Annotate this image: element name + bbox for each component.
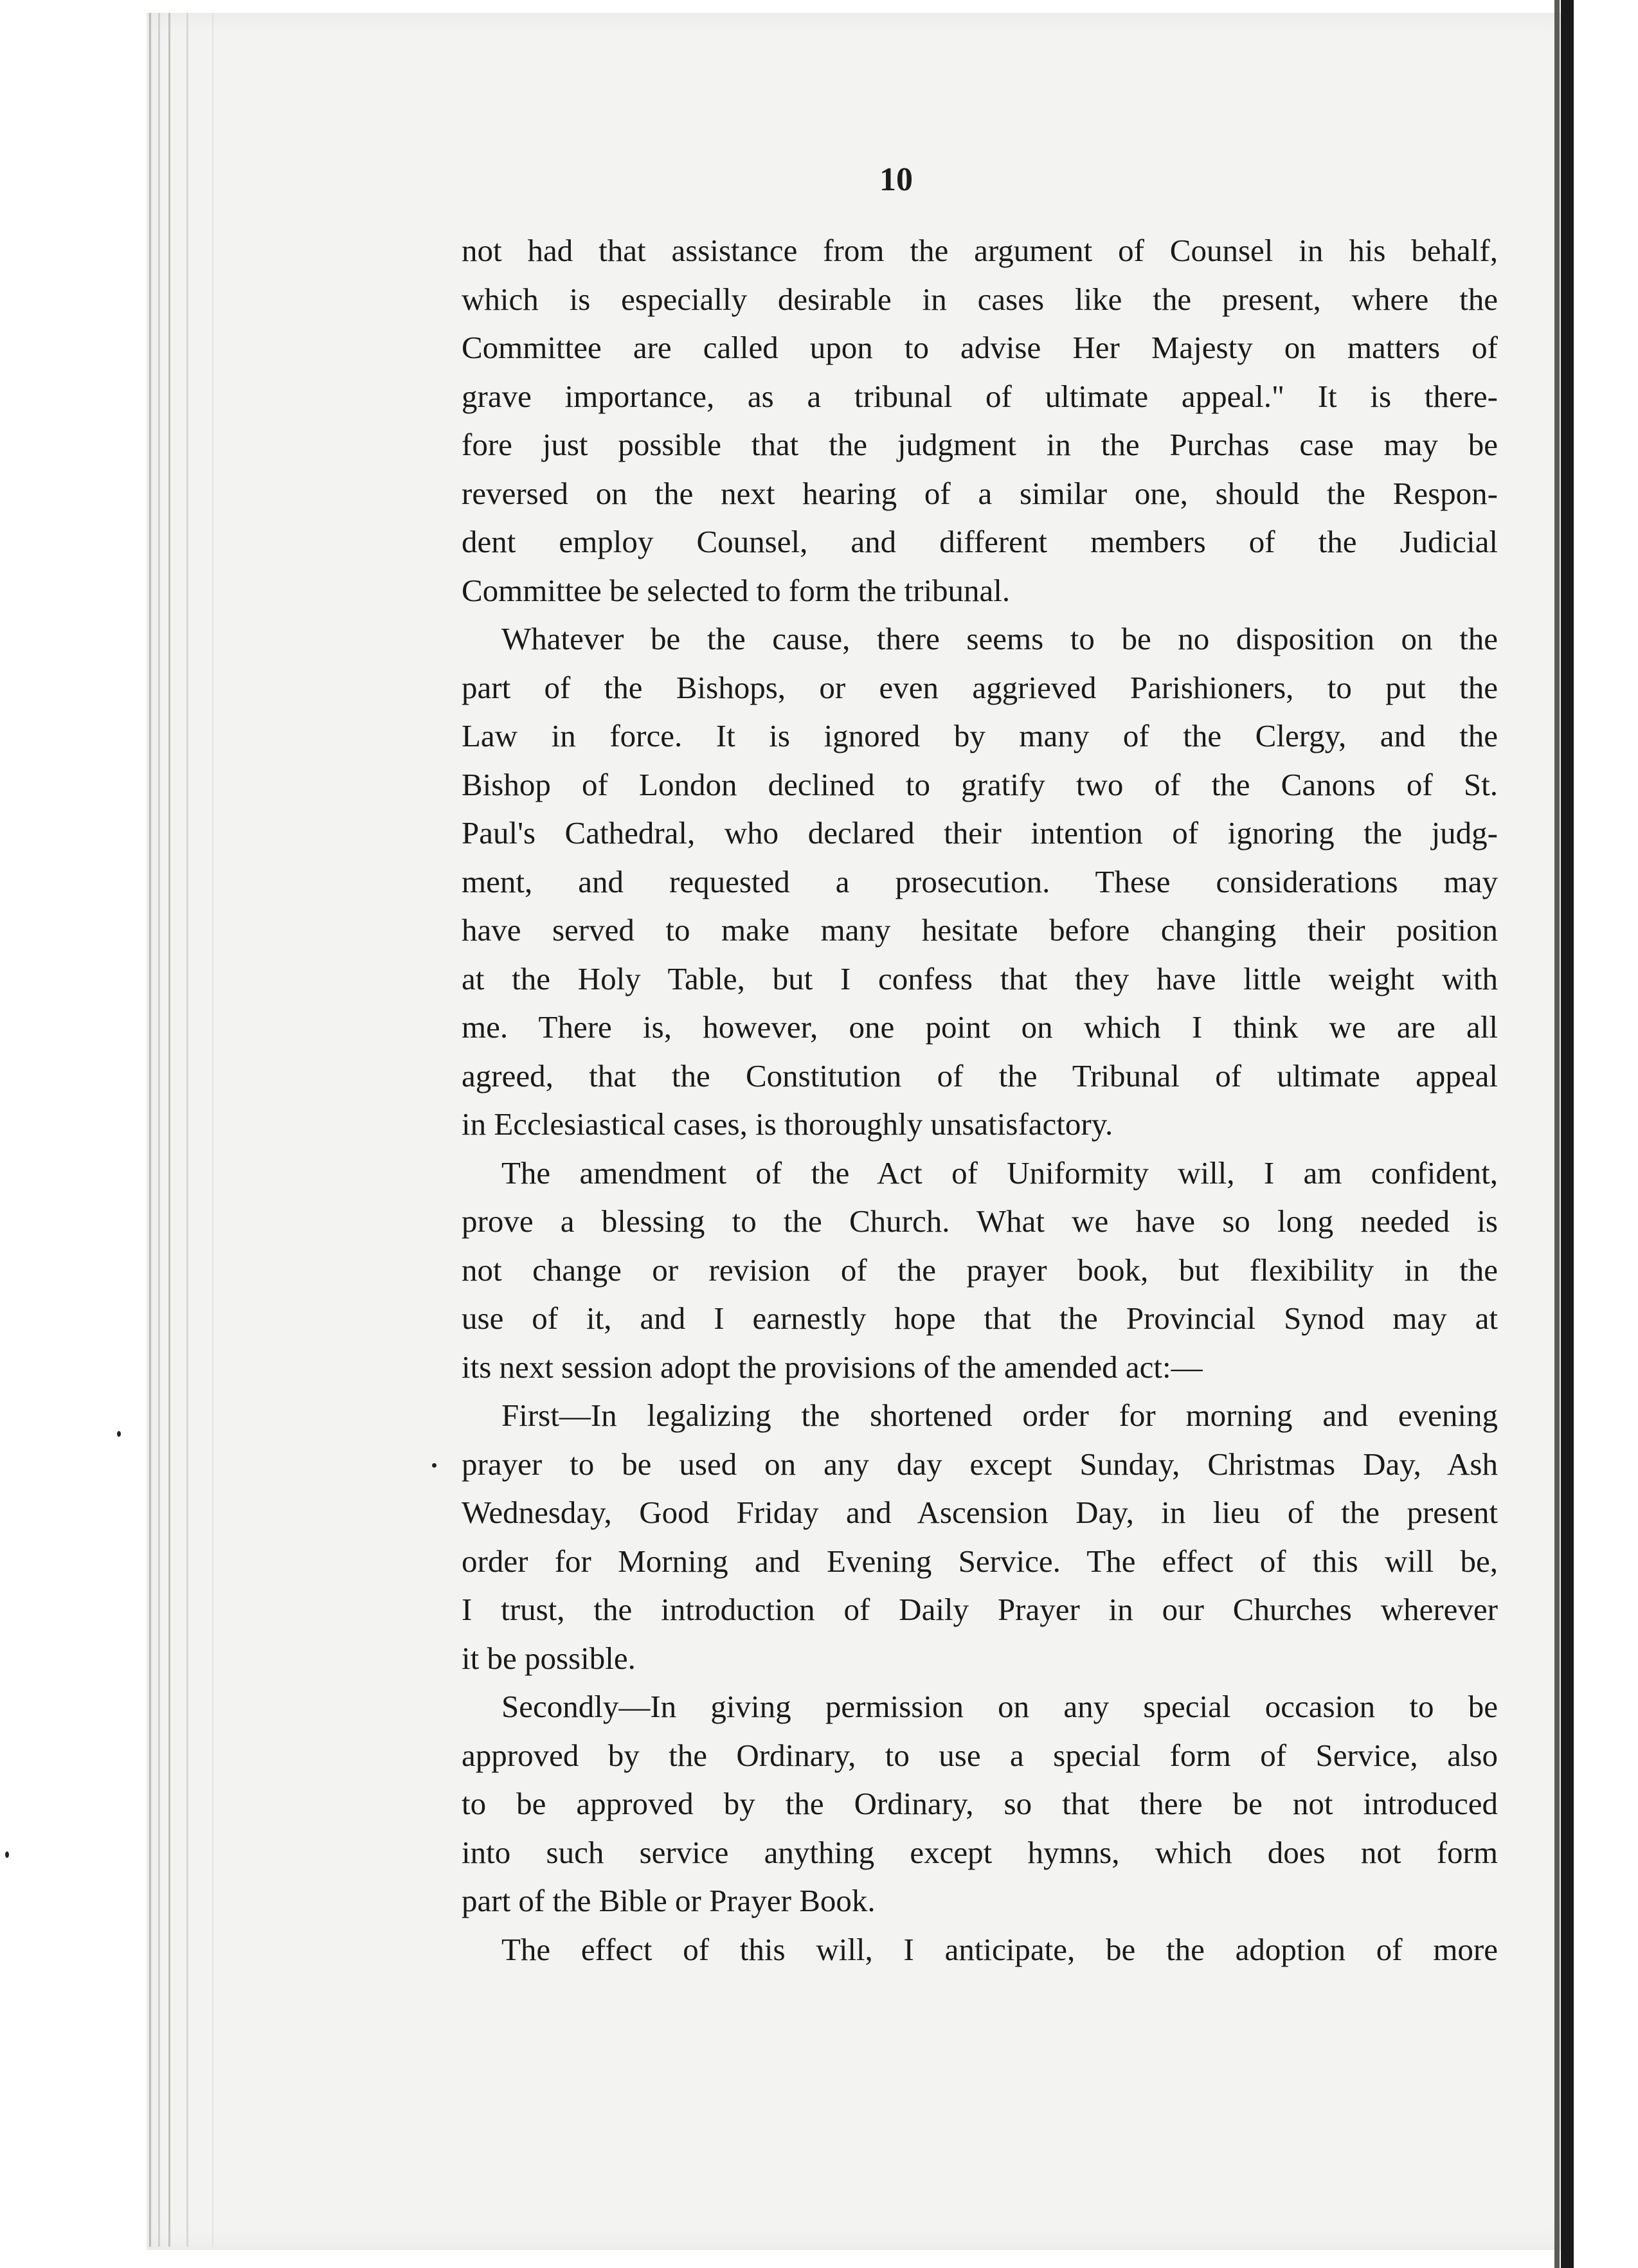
- text-line: First—In legalizing the shortened order for morning and evening: [501, 1398, 1498, 1433]
- text-line: approved by the Ordinary, to use a special form of Service, also: [462, 1737, 1498, 1773]
- text-line: not had that assistance from the argument of Counsel in his behalf,: [462, 233, 1498, 268]
- text-line: reversed on the next hearing of a similar one, should the Respon-: [462, 475, 1498, 511]
- text-line: fore just possible that the judgment in the Purchas case may be: [462, 427, 1498, 462]
- page-edge: [158, 13, 160, 2247]
- text-line: use of it, and I earnestly hope that the Provincial Synod may at: [462, 1300, 1498, 1336]
- page-edge: [212, 13, 213, 2247]
- text-line: not change or revision of the prayer book, but flexibility in the: [462, 1252, 1498, 1288]
- text-line: agreed, that the Constitution of the Tribunal of ultimate appeal: [462, 1058, 1498, 1094]
- text-line: Whatever be the cause, there seems to be no disposition on the: [501, 621, 1498, 656]
- text-line: Wednesday, Good Friday and Ascension Day, in lieu of the present: [462, 1495, 1498, 1530]
- page-number: 10: [879, 161, 913, 198]
- page-edge: [168, 13, 170, 2247]
- text-line: Secondly—In giving permission on any special occasion to be: [501, 1689, 1498, 1724]
- scan-speck: [117, 1431, 121, 1437]
- scan-speck: [432, 1463, 437, 1468]
- text-line: in Ecclesiastical cases, is thoroughly unsatisfactory.: [462, 1106, 1113, 1142]
- text-line: I trust, the introduction of Daily Prayer in our Churches wherever: [462, 1592, 1498, 1627]
- text-line: Bishop of London declined to gratify two of the Canons of St.: [462, 766, 1498, 802]
- text-line: order for Morning and Evening Service. The effect of this will be,: [462, 1543, 1498, 1579]
- text-line: which is especially desirable in cases like the present, where the: [462, 281, 1498, 317]
- text-line: have served to make many hesitate before changing their position: [462, 912, 1498, 948]
- page-shadow: [1554, 0, 1560, 2268]
- text-line: part of the Bible or Prayer Book.: [462, 1883, 876, 1918]
- text-line: Committee be selected to form the tribunal.: [462, 572, 1011, 608]
- text-line: ment, and requested a prosecution. These considerations may: [462, 863, 1498, 899]
- text-line: to be approved by the Ordinary, so that there be not introduced: [462, 1786, 1498, 1821]
- scan-speck: [5, 1851, 9, 1858]
- text-line: prove a blessing to the Church. What we have so long needed is: [462, 1203, 1498, 1239]
- text-line: Committee are called upon to advise Her Majesty on matters of: [462, 330, 1498, 365]
- text-line: prayer to be used on any day except Sunday, Christmas Day, Ash: [462, 1446, 1498, 1482]
- text-line: it be possible.: [462, 1640, 636, 1676]
- text-line: dent employ Counsel, and different members of the Judicial: [462, 524, 1498, 559]
- page-edge: [149, 13, 151, 2247]
- text-line: its next session adopt the provisions of the amended act:—: [462, 1349, 1203, 1385]
- text-line: into such service anything except hymns, which does not form: [462, 1834, 1498, 1870]
- text-line: The amendment of the Act of Uniformity will, I am confident,: [501, 1155, 1498, 1191]
- text-line: The effect of this will, I anticipate, be the adoption of more: [501, 1931, 1498, 1967]
- body-text: [462, 226, 1498, 1974]
- text-line: at the Holy Table, but I confess that they have little weight with: [462, 960, 1498, 996]
- book-spine-edge: [1561, 0, 1574, 2268]
- text-line: part of the Bishops, or even aggrieved Parishioners, to put the: [462, 669, 1498, 705]
- text-line: Law in force. It is ignored by many of the Clergy, and the: [462, 718, 1498, 753]
- text-line: grave importance, as a tribunal of ultimate appeal." It is there-: [462, 378, 1498, 414]
- page-edge: [186, 13, 188, 2247]
- text-line: me. There is, however, one point on which I think we are all: [462, 1009, 1498, 1045]
- text-line: Paul's Cathedral, who declared their intention of ignoring the judg-: [462, 815, 1498, 851]
